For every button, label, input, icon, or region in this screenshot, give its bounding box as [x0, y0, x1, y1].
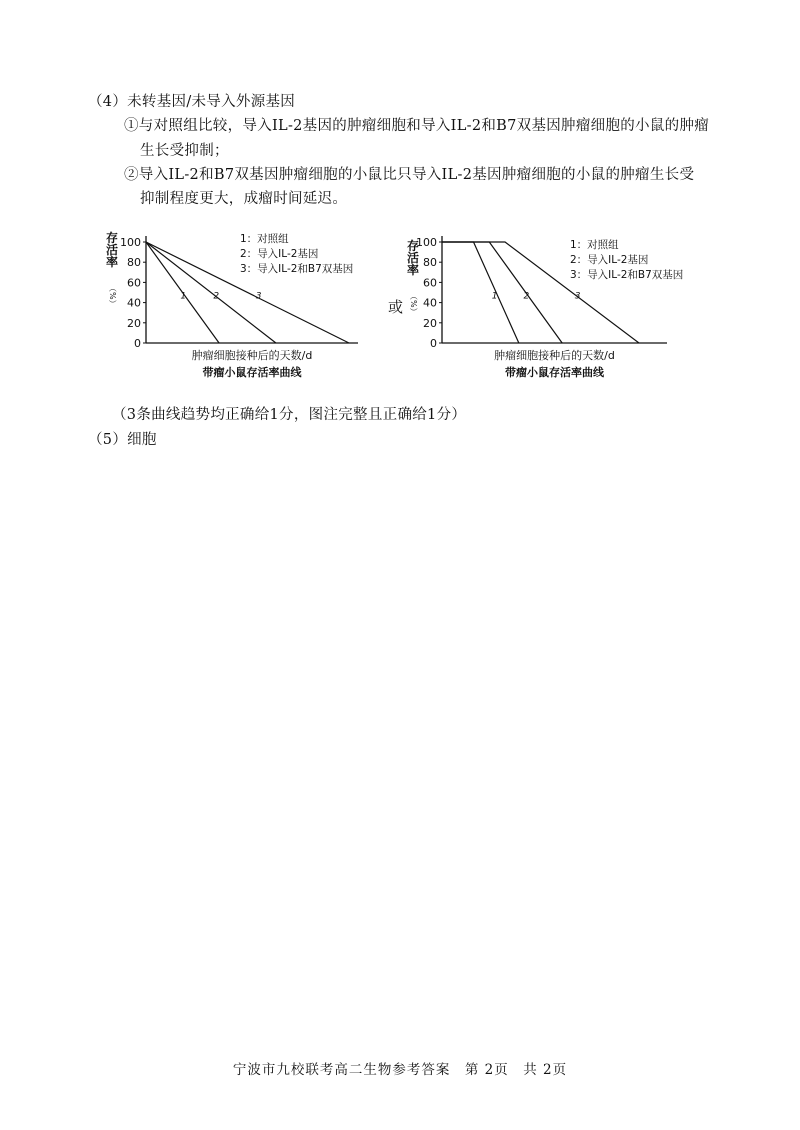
right-chart-series-1-line	[442, 242, 519, 343]
q4-item1-line1: ①与对照组比较，导入IL-2基因的肿瘤细胞和导入IL-2和B7双基因肿瘤细胞的小鼠的肿瘤	[124, 118, 710, 134]
left-chart-ytick-label-60: 60	[127, 276, 141, 290]
left-chart-legend-item-3: 3：导入IL-2和B7双基因	[240, 263, 354, 275]
right-chart-legend-item-2: 2：导入IL-2基因	[570, 254, 649, 266]
left-chart-series-label-3: 3	[255, 291, 262, 302]
survival-chart-right	[405, 222, 695, 387]
left-chart-series-label-1: 1	[180, 291, 187, 302]
left-chart-ytick-label-20: 20	[127, 316, 141, 330]
left-chart-series-label-2: 2	[213, 291, 220, 302]
scoring-note: （3条曲线趋势均正确给1分，图注完整且正确给1分）	[112, 407, 467, 423]
right-chart-series-label-3: 3	[574, 291, 581, 302]
left-chart-ytick-label-40: 40	[127, 296, 141, 310]
right-chart-series-label-2: 2	[523, 291, 530, 302]
right-chart-ylabel-unit: （%）	[409, 292, 418, 316]
right-chart-xlabel: 肿瘤细胞接种后的天数/d	[494, 349, 615, 362]
left-chart-legend-item-2: 2：导入IL-2基因	[240, 248, 319, 260]
left-chart-ytick-label-80: 80	[127, 256, 141, 270]
q4-item2-line1: ②导入IL-2和B7双基因肿瘤细胞的小鼠比只导入IL-2基因肿瘤细胞的小鼠的肿瘤生长受	[124, 167, 695, 183]
survival-chart-left	[100, 222, 380, 387]
q4-answer-label: （4）未转基因/未导入外源基因	[88, 94, 296, 110]
right-chart-ylabel: 存活率	[407, 239, 420, 277]
q4-item1-line2: 生长受抑制；	[140, 143, 229, 159]
left-chart-title: 带瘤小鼠存活率曲线	[202, 366, 302, 379]
right-chart-series-2-line	[442, 242, 562, 343]
left-chart-ylabel-unit: （%）	[108, 284, 117, 308]
right-chart-ytick-label-20: 20	[423, 316, 437, 330]
right-chart-ytick-label-60: 60	[423, 276, 437, 290]
right-chart-legend-item-3: 3：导入IL-2和B7双基因	[570, 269, 684, 281]
right-chart-ytick-label-40: 40	[423, 296, 437, 310]
right-chart-ytick-label-100: 100	[416, 236, 437, 249]
right-chart-title: 带瘤小鼠存活率曲线	[505, 366, 604, 379]
left-chart-ytick-label-100: 100	[120, 236, 141, 249]
left-chart-xlabel: 肿瘤细胞接种后的天数/d	[191, 349, 313, 362]
page-footer: 宁波市九校联考高二生物参考答案 第 2页 共 2页	[232, 1062, 568, 1078]
right-chart-ytick-label-0: 0	[430, 337, 437, 350]
left-chart-ylabel: 存活率	[106, 231, 119, 269]
right-chart-series-label-1: 1	[491, 291, 498, 302]
right-chart-legend-item-1: 1：对照组	[570, 239, 619, 251]
q5-answer-label: （5）细胞	[88, 432, 157, 448]
right-chart-ytick-label-80: 80	[423, 256, 437, 270]
left-chart-ytick-label-0: 0	[134, 337, 141, 350]
q4-item2-line2: 抑制程度更大，成瘤时间延迟。	[140, 191, 348, 207]
or-separator: 或	[388, 298, 404, 316]
left-chart-legend-item-1: 1：对照组	[240, 233, 289, 245]
